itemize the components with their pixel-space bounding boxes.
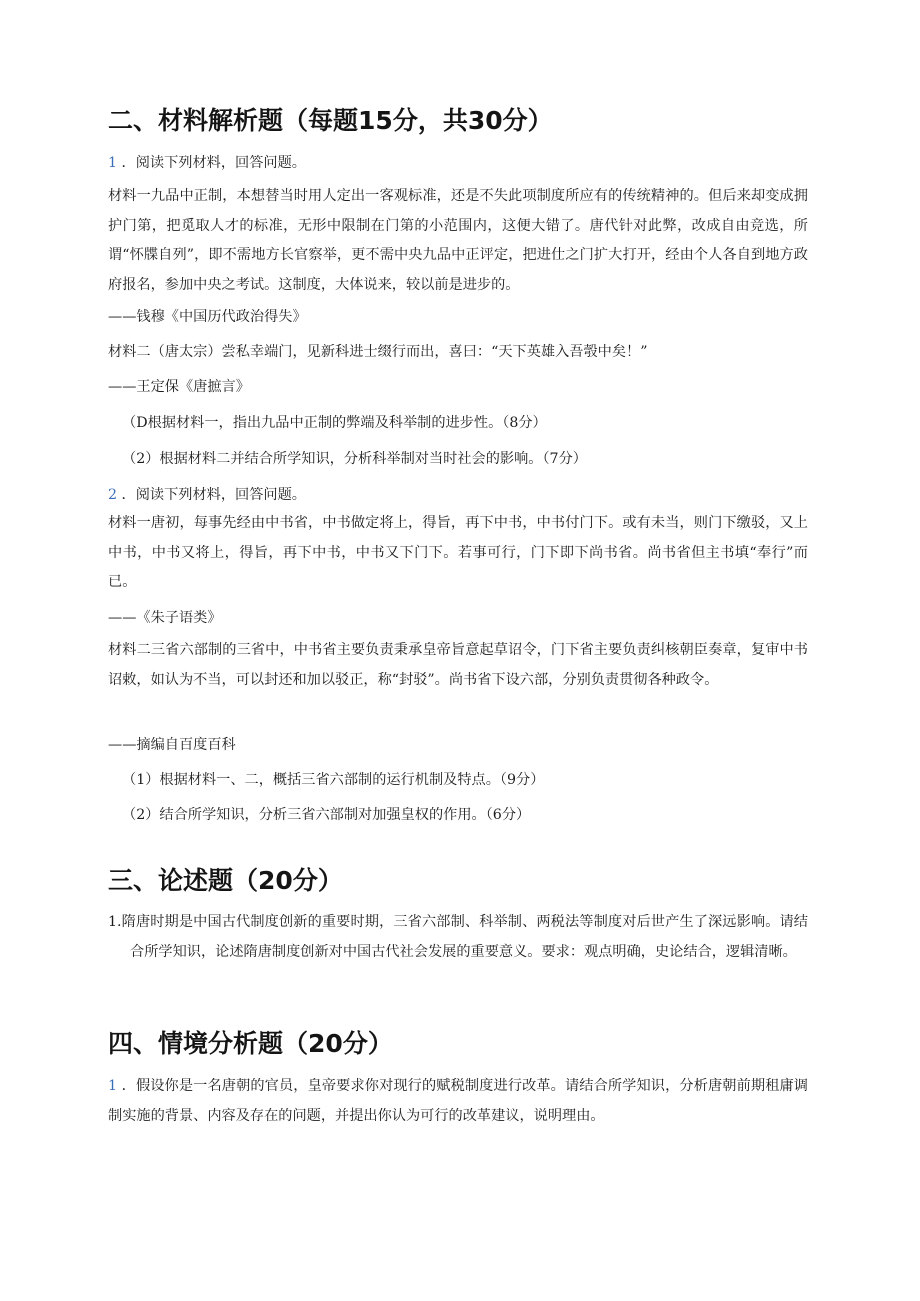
heading-number: 30 [467,106,503,135]
heading-number: 20 [258,866,293,895]
q2-subquestion-2: （2）结合所学知识，分析三省六部制对加强皇权的作用。（6分） [122,807,531,823]
heading-text: 分） [502,106,553,135]
q1-source-1: ——钱穆《中国历代政治得失》 [108,309,307,325]
q2-material-2: 材料二三省六部制的三省中，中书省主要负责秉承皇帝旨意起草诏令，门下省主要负责纠核朝臣奏章，复审中书诏敕，如认为不当，可以封还和加以驳正，称“封驳”。尚书省下设六部，分别负责贯彻各种政令。 [108,642,808,688]
heading-text: 分） [292,866,343,895]
q3-essay-question: 1.隋唐时期是中国古代制度创新的重要时期，三省六部制、科举制、两税法等制度对后世产生了深远影响。请结合所学知识，论述隋唐制度创新对中国古代社会发展的重要意义。要求：观点明确，史论结合，逻辑清晰。 [108,914,808,960]
section-4-heading [108,1027,393,1061]
q2-source-1: ——《朱子语类》 [108,610,222,626]
q4-scenario-question [108,1072,808,1131]
heading-text: 四、情境分析题（ [108,1029,309,1058]
heading-number: 20 [308,1029,343,1058]
question-text: ．假设你是一名唐朝的官员，皇帝要求你对现行的赋税制度进行改革。请结合所学知识，分析唐朝前期租庸调制实施的背景、内容及存在的问题，并提出你认为可行的改革建议，说明理由。 [108,1078,808,1124]
question-number: 1 [108,155,118,171]
heading-text: 二、材料解析题（每题 [108,106,359,135]
question-stem-text: ．阅读下列材料，回答问题。 [121,155,306,171]
heading-number: 15 [358,106,393,135]
q1-source-2: ——王定保《唐摭言》 [108,379,250,395]
q1-subquestion-2: （2）根据材料二并结合所学知识，分析科举制对当时社会的影响。（7分） [122,451,587,467]
heading-text: 分） [342,1029,393,1058]
section-3-heading [108,864,343,898]
heading-text: 三、论述题（ [108,866,259,895]
q1-stem [108,149,306,179]
heading-text: 分，共 [392,106,468,135]
q2-material-1: 材料一唐初，每事先经由中书省，中书做定将上，得旨，再下中书，中书付门下。或有未当，则门下缴驳，又上中书，中书又将上，得旨，再下中书，中书又下门下。若事可行，门下即下尚书省。尚书省但主书填“奉行”而已。 [108,515,808,591]
q1-material-2: 材料二（唐太宗）尝私幸端门，见新科进士缀行而出，喜曰：“天下英雄入吾彀中矣！” [108,344,648,360]
q1-material-1: 材料一九品中正制，本想替当时用人定出一客观标准，还是不失此项制度所应有的传统精神的。但后来却变成拥护门第，把觅取人才的标准，无形中限制在门第的小范围内，这便大错了。唐代针对此弊，改成自由竞选，所谓“怀牒自列”，即不需地方长官察举，更不需中央九品中正评定，把进仕之门扩大打开，经由个人各自到地方政府报名，参加中央之考试。这制度，大体说来，较以前是进步的。 [108,188,808,293]
question-stem-text: ．阅读下列材料，回答问题。 [121,487,306,503]
q2-subquestion-1: （1）根据材料一、二，概括三省六部制的运行机制及特点。（9分） [122,772,545,788]
q2-source-2: ——摘编自百度百科 [108,737,236,753]
q1-subquestion-1: （D根据材料一，指出九品中正制的弊端及科举制的进步性。（8分） [122,415,547,431]
q2-stem [108,481,306,511]
question-number: 1 [108,1078,118,1094]
question-number: 2 [108,487,118,503]
section-2-heading [108,104,553,138]
